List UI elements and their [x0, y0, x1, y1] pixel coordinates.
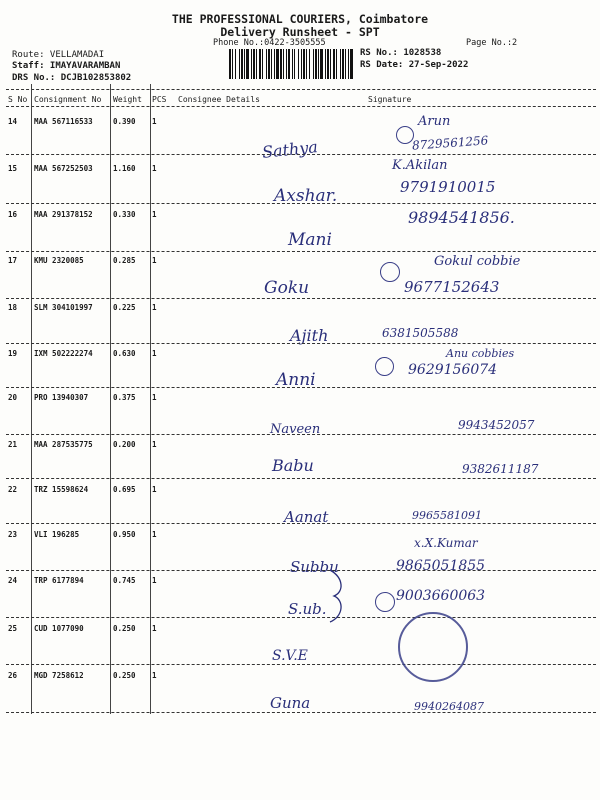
signature-circle: [375, 357, 394, 376]
barcode-bar: [256, 49, 257, 79]
barcode-bar: [232, 49, 233, 79]
barcode-bar: [259, 49, 261, 79]
row-sno: 25: [8, 624, 18, 633]
phone-number: Phone No.:0422-3505555: [213, 38, 326, 48]
rs-number: RS No.: 1028538: [360, 48, 442, 58]
consignee-name: Mani: [288, 230, 332, 250]
barcode-bar: [229, 49, 231, 79]
consignee-name: Anni: [276, 370, 316, 390]
barcode-bar: [350, 49, 353, 79]
barcode: [229, 49, 354, 79]
barcode-bar: [333, 49, 335, 79]
barcode-bar: [239, 49, 240, 79]
row-sno: 23: [8, 530, 18, 539]
barcode-bar: [268, 49, 270, 79]
barcode-bar: [345, 49, 346, 79]
row-divider: [6, 523, 596, 524]
header-bottom-rule: [6, 106, 596, 107]
col-weight: Weight: [113, 95, 142, 104]
row-sno: 17: [8, 256, 18, 265]
row-divider: [6, 203, 596, 204]
signature-phone: 9894541856.: [408, 208, 515, 227]
barcode-bar: [262, 49, 263, 79]
post-office-stamp: [398, 612, 468, 682]
row-divider: [6, 570, 596, 571]
row-consignment: TRP 6177894: [34, 576, 84, 585]
row-pcs: 1: [152, 671, 157, 680]
row-consignment: VLI 196285: [34, 530, 80, 539]
divider: [110, 84, 111, 714]
row-divider: [6, 617, 596, 618]
row-sno: 20: [8, 393, 18, 402]
row-weight: 0.950: [113, 530, 136, 539]
col-consignment: Consignment No: [34, 95, 102, 104]
consignee-name: Subbu: [290, 558, 339, 576]
row-pcs: 1: [152, 117, 157, 126]
page-number: Page No.:2: [466, 38, 518, 48]
barcode-bar: [241, 49, 243, 79]
barcode-bar: [320, 49, 323, 79]
signature-name: Anu cobbies: [446, 347, 515, 360]
row-consignment: MAA 287535775: [34, 440, 93, 449]
signature-circle: [396, 126, 414, 144]
row-pcs: 1: [152, 440, 157, 449]
row-weight: 0.250: [113, 671, 136, 680]
barcode-bar: [315, 49, 317, 79]
signature-name: Arun: [418, 114, 451, 129]
barcode-bar: [336, 49, 337, 79]
row-pcs: 1: [152, 256, 157, 265]
consignee-name: Ajith: [290, 326, 329, 345]
barcode-bar: [235, 49, 236, 79]
signature-phone: 9629156074: [408, 362, 498, 378]
row-pcs: 1: [152, 164, 157, 173]
signature-phone: 9965581091: [412, 509, 482, 522]
barcode-bar: [271, 49, 272, 79]
signature-name: K.Akilan: [392, 158, 448, 173]
barcode-bar: [318, 49, 319, 79]
row-weight: 0.630: [113, 349, 136, 358]
signature-name: x.X.Kumar: [414, 536, 478, 550]
row-consignment: TRZ 15598624: [34, 485, 89, 494]
col-sno: S No: [8, 95, 28, 104]
row-weight: 1.160: [113, 164, 136, 173]
barcode-bar: [292, 49, 293, 79]
barcode-bar: [327, 49, 329, 79]
row-pcs: 1: [152, 624, 157, 633]
row-pcs: 1: [152, 303, 157, 312]
document-title: Delivery Runsheet - SPT: [220, 25, 380, 39]
consignee-name: Sathya: [261, 137, 319, 162]
consignee-name: S.V.E: [272, 648, 308, 664]
signature-phone: 9943452057: [458, 418, 535, 432]
row-divider: [6, 434, 596, 435]
row-divider: [6, 478, 596, 479]
consignee-name: Goku: [264, 278, 310, 298]
barcode-bar: [274, 49, 275, 79]
consignee-name: Naveen: [270, 422, 321, 437]
signature-circle: [375, 592, 395, 612]
pen-bracket: [326, 568, 346, 624]
row-weight: 0.375: [113, 393, 136, 402]
barcode-bar: [298, 49, 299, 79]
row-consignment: MGD 7258612: [34, 671, 84, 680]
company-name: THE PROFESSIONAL COURIERS, Coimbatore: [171, 12, 429, 26]
barcode-bar: [253, 49, 255, 79]
row-consignment: MAA 567252503: [34, 164, 93, 173]
route: Route: VELLAMADAI: [12, 50, 105, 60]
row-divider: [6, 154, 596, 155]
row-pcs: 1: [152, 576, 157, 585]
drs-number: DRS No.: DCJB102853802: [12, 73, 132, 83]
signature-phone: 9940264087: [414, 700, 484, 713]
row-pcs: 1: [152, 485, 157, 494]
barcode-bar: [325, 49, 326, 79]
row-sno: 16: [8, 210, 18, 219]
row-sno: 26: [8, 671, 18, 680]
barcode-bar: [244, 49, 245, 79]
row-weight: 0.695: [113, 485, 136, 494]
signature-circle: [380, 262, 400, 282]
row-sno: 18: [8, 303, 18, 312]
row-pcs: 1: [152, 349, 157, 358]
row-sno: 24: [8, 576, 18, 585]
signature-phone: 9382611187: [462, 462, 539, 476]
row-weight: 0.390: [113, 117, 136, 126]
row-sno: 21: [8, 440, 18, 449]
signature-phone: 9865051855: [396, 558, 486, 574]
row-consignment: CUD 1077090: [34, 624, 84, 633]
barcode-bar: [301, 49, 302, 79]
consignee-name: S.ub.: [288, 600, 327, 618]
signature-phone: 9003660063: [396, 588, 486, 604]
row-consignment: MAA 567116533: [34, 117, 93, 126]
header-top-rule: [6, 89, 596, 90]
barcode-bar: [330, 49, 331, 79]
barcode-bar: [313, 49, 314, 79]
row-pcs: 1: [152, 530, 157, 539]
barcode-bar: [342, 49, 344, 79]
barcode-bar: [276, 49, 279, 79]
row-sno: 14: [8, 117, 18, 126]
row-consignment: SLM 304101997: [34, 303, 93, 312]
col-pcs: PCS: [152, 95, 167, 104]
row-pcs: 1: [152, 210, 157, 219]
barcode-bar: [348, 49, 349, 79]
barcode-bar: [283, 49, 284, 79]
divider: [150, 84, 151, 714]
barcode-bar: [251, 49, 252, 79]
row-consignment: PRO 13940307: [34, 393, 89, 402]
row-consignment: IXM 502222274: [34, 349, 93, 358]
barcode-bar: [246, 49, 249, 79]
barcode-bar: [280, 49, 282, 79]
signature-phone: 9677152643: [404, 278, 500, 296]
staff: Staff: IMAYAVARAMBAN: [12, 61, 121, 71]
consignee-name: Axshar.: [274, 186, 338, 206]
barcode-bar: [306, 49, 307, 79]
row-consignment: MAA 291378152: [34, 210, 93, 219]
col-signature: Signature: [368, 95, 412, 104]
row-sno: 15: [8, 164, 18, 173]
row-divider: [6, 298, 596, 299]
signature-phone: 6381505588: [382, 326, 459, 340]
row-weight: 0.225: [113, 303, 136, 312]
row-divider: [6, 387, 596, 388]
row-divider: [6, 664, 596, 665]
barcode-bar: [303, 49, 305, 79]
row-weight: 0.285: [113, 256, 136, 265]
row-weight: 0.330: [113, 210, 136, 219]
row-divider: [6, 343, 596, 344]
signature-name: Gokul cobbie: [434, 254, 521, 269]
barcode-bar: [288, 49, 290, 79]
row-pcs: 1: [152, 393, 157, 402]
signature-phone: 9791910015: [400, 178, 496, 196]
barcode-bar: [340, 49, 341, 79]
row-weight: 0.745: [113, 576, 136, 585]
barcode-bar: [286, 49, 287, 79]
barcode-bar: [266, 49, 267, 79]
barcode-bar: [309, 49, 310, 79]
row-divider: [6, 712, 596, 713]
row-consignment: KMU 2320085: [34, 256, 84, 265]
row-sno: 19: [8, 349, 18, 358]
row-divider: [6, 251, 596, 252]
consignee-name: Guna: [270, 694, 311, 712]
consignee-name: Babu: [272, 456, 314, 475]
row-weight: 0.200: [113, 440, 136, 449]
divider: [31, 84, 32, 714]
row-sno: 22: [8, 485, 18, 494]
signature-phone: 8729561256: [411, 133, 489, 153]
barcode-bar: [294, 49, 295, 79]
rs-date: RS Date: 27-Sep-2022: [360, 60, 469, 70]
consignee-name: Aanat: [284, 508, 329, 526]
col-consignee: Consignee Details: [178, 95, 260, 104]
row-weight: 0.250: [113, 624, 136, 633]
